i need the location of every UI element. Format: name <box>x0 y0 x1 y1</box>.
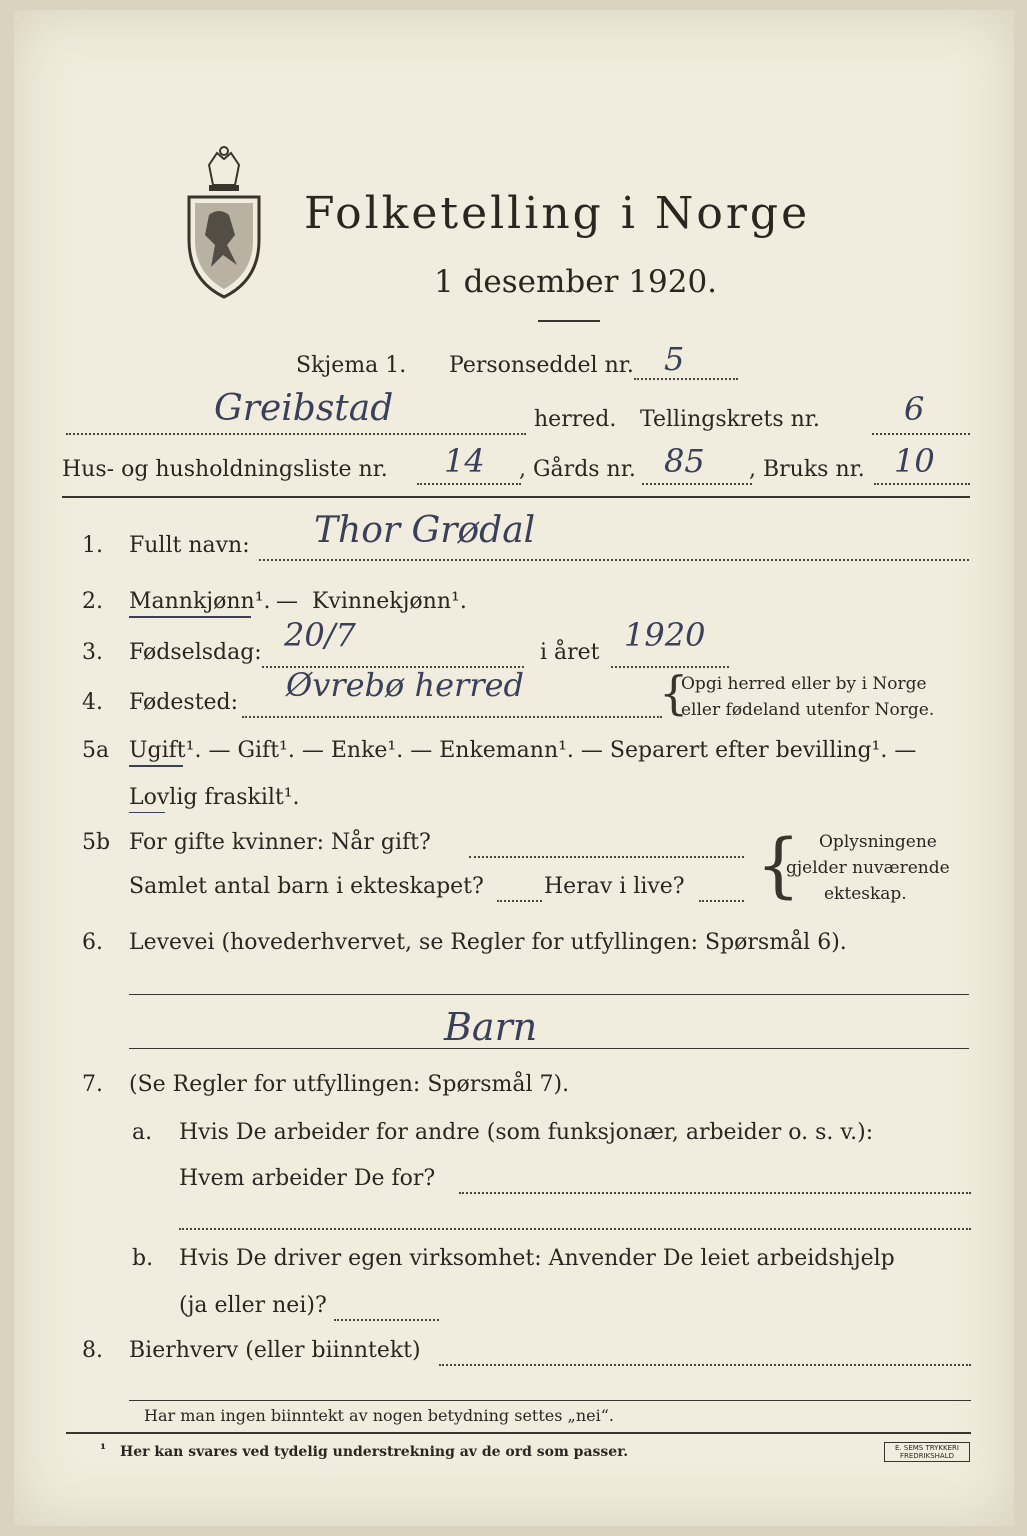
q6-label: Levevei (hovederhvervet, se Regler for utfyllingen: Spørsmål 6). <box>129 930 847 955</box>
q5b-number: 5b <box>82 830 111 855</box>
q3-year-label: i året <box>540 640 600 665</box>
q1-label: Fullt navn: <box>129 533 250 558</box>
q7b-field-line[interactable] <box>334 1319 439 1321</box>
q5b-alive-label: Herav i live? <box>544 874 685 899</box>
q3-year-value[interactable]: 1920 <box>624 616 706 654</box>
title-divider <box>538 320 600 322</box>
q7b-sub-label: (ja eller nei)? <box>179 1293 327 1318</box>
q4-note-line1: Opgi herred eller by i Norge <box>681 674 927 694</box>
q7b-number: b. <box>132 1246 154 1271</box>
q5b-married-label: For gifte kvinner: Når gift? <box>129 830 431 855</box>
q7a-field-line[interactable] <box>459 1192 971 1194</box>
q4-number: 4. <box>82 690 103 715</box>
q4-note-line2: eller fødeland utenfor Norge. <box>681 700 935 720</box>
q7a-number: a. <box>132 1120 153 1145</box>
q2-male-underline <box>129 616 251 618</box>
q5b-children-label: Samlet antal barn i ekteskapet? <box>129 874 484 899</box>
hus-field-line <box>417 483 521 485</box>
q6-value[interactable]: Barn <box>444 1005 538 1049</box>
herred-field-line <box>66 433 526 435</box>
q5a-options-line1[interactable]: Ugift¹. — Gift¹. — Enke¹. — Enkemann¹. — Separert efter bevilling¹. — <box>129 738 917 763</box>
tellingskrets-label: Tellingskrets nr. <box>640 407 820 432</box>
q7a-sub-label: Hvem arbeider De for? <box>179 1166 436 1191</box>
q4-field-line <box>242 716 662 718</box>
q1-field-line <box>259 559 969 561</box>
q5b-children-field-line <box>497 900 542 902</box>
q4-value[interactable]: Øvrebø herred <box>286 666 525 704</box>
q3-value[interactable]: 20/7 <box>284 616 356 654</box>
form-date: 1 desember 1920. <box>434 264 718 300</box>
q7-number: 7. <box>82 1072 103 1097</box>
q4-label: Fødested: <box>129 690 239 715</box>
bruks-value[interactable]: 10 <box>894 442 935 480</box>
q2-female-option[interactable]: Kvinnekjønn¹. <box>312 589 467 614</box>
gards-field-line <box>642 483 752 485</box>
q7a-text: Hvis De arbeider for andre (som funksjonær, arbeider o. s. v.): <box>179 1120 874 1145</box>
q5b-note-line2: gjelder nuværende <box>786 858 950 878</box>
q8-label: Bierhverv (eller biinntekt) <box>129 1338 421 1363</box>
q5b-note-line3: ekteskap. <box>824 884 907 904</box>
bruks-label: , Bruks nr. <box>749 457 865 482</box>
census-form-page <box>14 10 1014 1526</box>
q5b-alive-field-line <box>699 900 744 902</box>
footnote-mark: ¹ <box>100 1442 107 1458</box>
q5a-mark <box>129 812 165 813</box>
footer-divider <box>66 1432 971 1434</box>
personseddel-field-line <box>634 378 738 380</box>
personseddel-label: Personseddel nr. <box>449 353 634 378</box>
gards-label: , Gårds nr. <box>519 457 636 482</box>
q5a-ugift-underline <box>129 765 183 767</box>
q7b-text: Hvis De driver egen virksomhet: Anvender De leiet arbeidshjelp <box>179 1246 895 1271</box>
bruks-field-line <box>874 483 970 485</box>
hus-value[interactable]: 14 <box>444 442 485 480</box>
q1-value[interactable]: Thor Grødal <box>314 510 536 551</box>
q5a-options-line2[interactable]: Lovlig fraskilt¹. <box>129 785 300 810</box>
q7-label: (Se Regler for utfyllingen: Spørsmål 7). <box>129 1072 570 1097</box>
header-divider <box>62 496 970 498</box>
q8-field-line-2 <box>129 1400 971 1401</box>
q8-field-line[interactable] <box>439 1364 971 1366</box>
personseddel-value[interactable]: 5 <box>664 340 685 378</box>
footnote-text: Her kan svares ved tydelig understrekning av de ord som passer. <box>120 1444 629 1460</box>
form-title: Folketelling i Norge <box>304 188 811 239</box>
q5b-brace: { <box>756 824 801 906</box>
q2-number: 2. <box>82 589 103 614</box>
q5b-married-field-line <box>469 856 744 858</box>
footer-note: Har man ingen biinntekt av nogen betydning settes „nei“. <box>144 1406 614 1425</box>
q6-field-line <box>129 994 969 995</box>
q2-separator: — <box>276 589 298 614</box>
q5a-number: 5a <box>82 738 110 763</box>
q1-number: 1. <box>82 533 103 558</box>
q3-label: Fødselsdag: <box>129 640 262 665</box>
herred-value[interactable]: Greibstad <box>214 388 394 429</box>
q2-male-option[interactable]: Mannkjønn¹. <box>129 589 271 614</box>
printer-stamp: E. SEMS TRYKKERI FREDRIKSHALD <box>884 1442 970 1462</box>
hus-label: Hus- og husholdningsliste nr. <box>62 457 388 482</box>
coat-of-arms-icon <box>179 145 269 305</box>
q3-number: 3. <box>82 640 103 665</box>
gards-value[interactable]: 85 <box>664 442 705 480</box>
q8-number: 8. <box>82 1338 103 1363</box>
q4-brace: { <box>659 666 689 720</box>
q6-field-line-2 <box>129 1048 969 1049</box>
tellingskrets-value[interactable]: 6 <box>904 390 925 428</box>
skjema-label: Skjema 1. <box>296 353 407 378</box>
tellingskrets-field-line <box>872 433 970 435</box>
q7a-field-line-2[interactable] <box>179 1228 971 1230</box>
q6-number: 6. <box>82 930 103 955</box>
herred-label: herred. <box>534 407 617 432</box>
q5b-note-line1: Oplysningene <box>819 832 937 852</box>
